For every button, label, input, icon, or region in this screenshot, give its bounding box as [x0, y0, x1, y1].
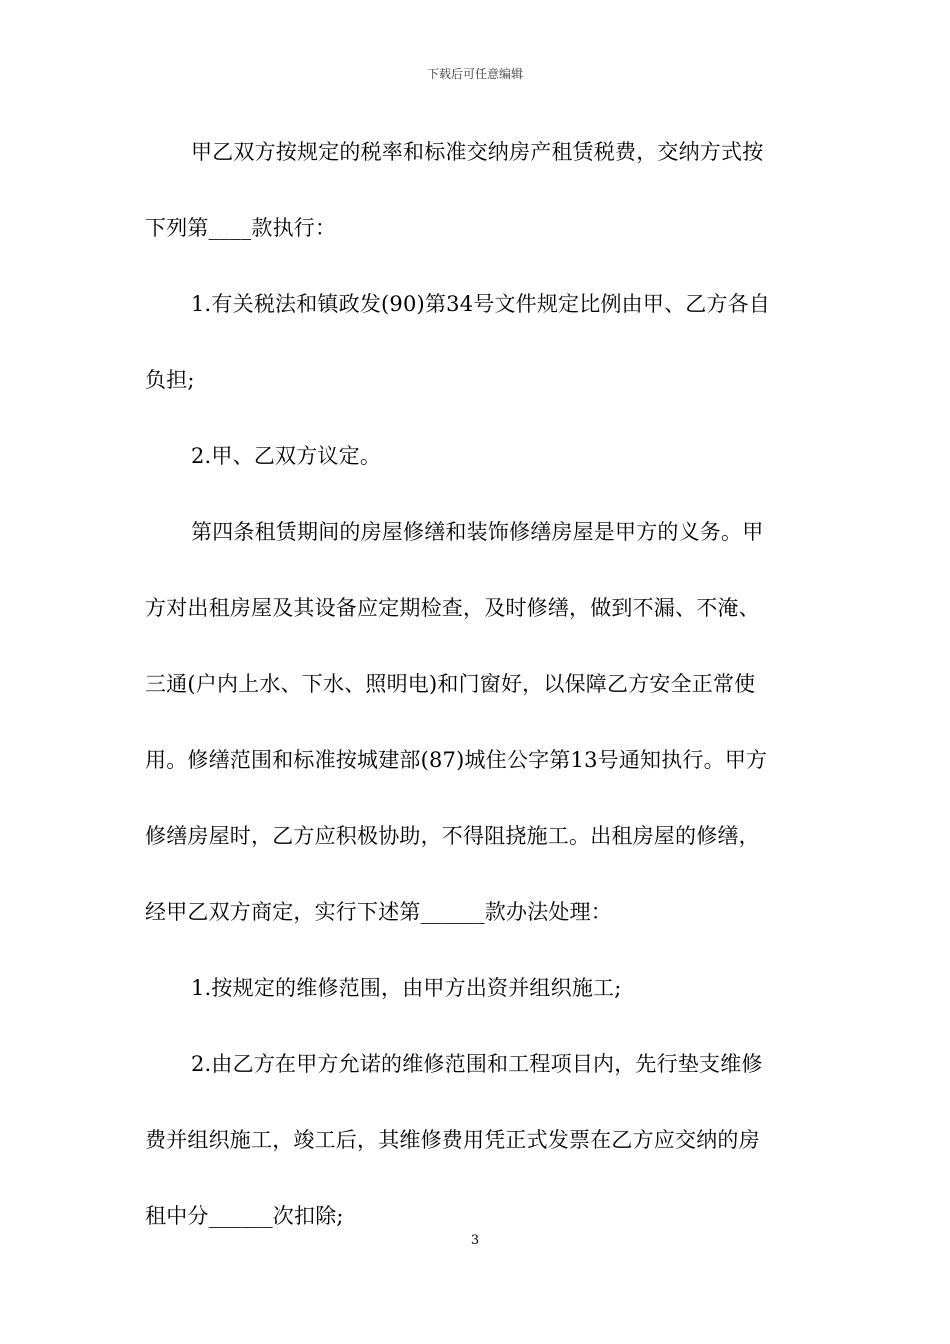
repair-option-2-line-1: 2.由乙方在甲方允诺的维修范围和工程项目内，先行垫支维修 — [191, 1052, 763, 1076]
page-header: 下载后可任意编辑 — [426, 67, 523, 81]
article-4-line-4: 用。修缮范围和标准按城建部(87)城住公字第13号通知执行。甲方 — [145, 748, 768, 772]
article-4-line-6: 经甲乙双方商定，实行下述第______款办法处理： — [145, 900, 612, 924]
article-4-line-3: 三通(户内上水、下水、照明电)和门窗好，以保障乙方安全正常使 — [145, 672, 756, 696]
repair-option-2-line-2: 费并组织施工，竣工后，其维修费用凭正式发票在乙方应交纳的房 — [145, 1128, 760, 1152]
option-2-line-1: 2.甲、乙双方议定。 — [191, 444, 382, 468]
option-1-line-1: 1.有关税法和镇政发(90)第34号文件规定比例由甲、乙方各自 — [191, 292, 771, 316]
document-body — [145, 122, 810, 1262]
paragraph-tax-line-1: 甲乙双方按规定的税率和标准交纳房产租赁税费，交纳方式按 — [191, 140, 764, 164]
paragraph-tax-line-2: 下列第____款执行： — [145, 216, 337, 240]
repair-option-1-line-1: 1.按规定的维修范围，由甲方出资并组织施工; — [191, 976, 622, 1000]
article-4-line-1: 第四条租赁期间的房屋修缮和装饰修缮房屋是甲方的义务。甲 — [191, 520, 764, 544]
repair-option-2-line-3: 租中分______次扣除; — [145, 1204, 344, 1228]
option-1-line-2: 负担; — [145, 368, 195, 392]
page-number: 3 — [470, 1233, 480, 1248]
article-4-line-5: 修缮房屋时，乙方应积极协助，不得阻挠施工。出租房屋的修缮， — [145, 824, 760, 848]
article-4-line-2: 方对出租房屋及其设备应定期检查，及时修缮，做到不漏、不淹、 — [145, 596, 760, 620]
